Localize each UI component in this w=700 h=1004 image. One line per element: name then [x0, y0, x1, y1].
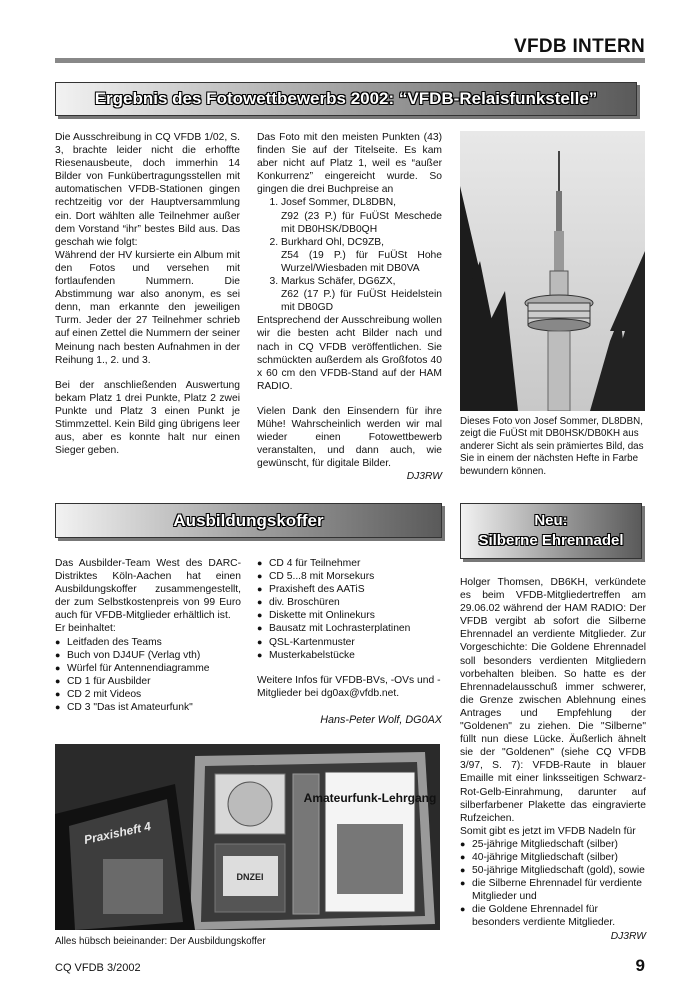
list-item: ● CD 4 für Teilnehmer: [269, 557, 442, 570]
list-item: ● Würfel für Antennendiagramme: [67, 662, 241, 675]
article-title-ausbildungskoffer: Ausbildungskoffer: [55, 503, 442, 538]
article1-column2: [257, 131, 442, 483]
paragraph: Das Ausbilder-Team West des DARC-Distriktes Köln-Aachen hat einen Ausbildungskoffer zusammengestellt, der zum Selbstkostenpreis von 99 Euro auch für VFDB-Mitglieder erhältlich ist.: [55, 558, 241, 622]
training-case-photo: [55, 744, 440, 930]
tower-photo-caption: Dieses Foto von Josef Sommer, DL8DBN, zeigt die FuÜSt mit DB0HSK/DB0KH aus anderer Sicht als sein prämiertes Bild, das Sie in einem der nächsten Hefte in Farbe bewundern können.: [460, 416, 644, 477]
list-item: ● Bausatz mit Lochrasterplatinen: [269, 622, 442, 635]
list-item: ● 40-jährige Mitgliedschaft (silber): [472, 851, 646, 864]
list-item: ● CD 3 "Das ist Amateurfunk": [67, 701, 241, 714]
author: Hans-Peter Wolf, DG0AX: [320, 713, 442, 726]
list-item: ● Buch von DJ4UF (Verlag vth): [67, 649, 241, 662]
paragraph: Die Ausschreibung in CQ VFDB 1/02, S. 3, brachte leider nicht die erhoffte Riesenausbeute, doch immerhin 14 Bilder von Funkübertragungsstellen mit automatischen VFDB-Stationen gingen rechtzeitig vor der Hauptversammlung ein. Dort wählten alle Teilnehmer außer dem Vorstand “ihr” bestes Bild aus. Das geschah wie folgt:: [55, 132, 240, 248]
article1-column1: [55, 131, 240, 457]
paragraph: Vielen Dank den Einsendern für ihre Mühe! Wahrscheinlich werden wir mal wieder einen Fotowettbewerb veranstalten, und dann auch, wie gewünscht, für digitale Bilder.: [257, 405, 442, 470]
article2-column2: [257, 557, 442, 727]
list-item: ● die Goldene Ehrennadel für besonders verdiente Mitglieder.: [472, 903, 646, 929]
list-item: ● CD 5...8 mit Morsekurs: [269, 570, 442, 583]
tower-photo: [460, 131, 645, 411]
pin-list: [460, 838, 646, 930]
title-line: Silberne Ehrennadel: [478, 532, 624, 549]
title-line: Neu:: [534, 512, 568, 529]
paragraph: Bei der anschließenden Auswertung bekam Platz 1 drei Punkte, Platz 2 zwei Punkte und Platz 3 einen Punkt je Stimmzettel. Kein Bild ging übrigens leer aus, aber es konnte halt nur einen Sieger geben.: [55, 379, 240, 457]
section-title: VFDB INTERN: [513, 36, 645, 57]
prize-list: [257, 196, 442, 314]
list-item: ● div. Broschüren: [269, 596, 442, 609]
book-title: Praxisheft 4: [82, 819, 153, 847]
list-item: 3. Markus Schäfer, DG6ZX, Z62 (17 P.) für FuÜSt Heidelstein mit DB0GD: [281, 275, 442, 314]
header-rule: [55, 58, 645, 63]
list-item: ● CD 2 mit Videos: [67, 688, 241, 701]
list-item: ● die Silberne Ehrennadel für verdiente Mitglieder und: [472, 877, 646, 903]
contents-list: [257, 557, 442, 662]
list-intro: Er beinhaltet:: [55, 623, 116, 635]
list-intro: Somit gibt es jetzt im VFDB Nadeln für: [460, 825, 636, 837]
list-item: ● 25-jährige Mitgliedschaft (silber): [472, 838, 646, 851]
article2-column1: [55, 557, 241, 714]
contents-list: [55, 636, 241, 715]
list-item: ● 50-jährige Mitgliedschaft (gold), sowie: [472, 864, 646, 877]
list-item: ● Musterkabelstücke: [269, 649, 442, 662]
list-item: 2. Burkhard Ohl, DC9ZB, Z54 (19 P.) für FuÜSt Hohe Wurzel/Wiesbaden mit DB0VA: [281, 236, 442, 275]
list-item: ● Leitfaden des Teams: [67, 636, 241, 649]
book-title: Amateurfunk-Lehrgang: [303, 791, 437, 805]
paragraph: Weitere Infos für VFDB-BVs, -OVs und -Mitglieder bei dg0ax@vfdb.net.: [257, 674, 441, 699]
list-item: ● Praxisheft des AATiS: [269, 583, 442, 596]
list-item: ● Diskette mit Onlinekurs: [269, 609, 442, 622]
paragraph: Entsprechend der Ausschreibung wollen wir die besten acht Bilder nach und nach in CQ VFDB veröffentlichen. Sie schmückten außerdem als Großfotos 40 x 60 cm den VFDB-Stand auf der HAM RADIO.: [257, 315, 442, 392]
list-item: ● QSL-Kartenmuster: [269, 636, 442, 649]
list-item: 1. Josef Sommer, DL8DBN, Z92 (23 P.) für FuÜSt Meschede mit DB0HSK/DB0QH: [281, 196, 442, 235]
training-case-caption: Alles hübsch beieinander: Der Ausbildungskoffer: [55, 936, 266, 947]
article-title-fotowettbewerb: Ergebnis des Fotowettbewerbs 2002: “VFDB-Relaisfunkstelle”: [55, 82, 637, 116]
signature: DJ3RW: [406, 471, 442, 483]
paragraph: Während der HV kursierte ein Album mit den Fotos und versehen mit fortlaufenden Nummern. Die Abstimmung war also anonym, es sei denn, man erkannte den jeweiligen Turm. Jeder der 27 Teilnehmer schrieb auf einen Zettel die Nummern der seiner Meinung nach besten Aufnahmen in der Reihung 1., 2. und 3.: [55, 249, 240, 366]
signature: DJ3RW: [610, 930, 646, 942]
paragraph: Das Foto mit den meisten Punkten (43) finden Sie auf der Titelseite. Es kam aber nicht auf Platz 1, weil es “außer Konkurrenz” eingereicht wurde. So gingen die drei Buchpreise an: [257, 132, 442, 196]
article3-body: [460, 576, 646, 943]
issue-label: CQ VFDB 3/2002: [55, 962, 141, 974]
article-title-ehrennadel: [460, 503, 642, 559]
paragraph: Holger Thomsen, DB6KH, verkündete es beim VFDB-Mitgliedertreffen am 29.06.02 während der HAM RADIO: Der VFDB vergibt ab sofort die Silberne Ehrennadel an verdiente Mitglieder. Zur Vorgeschichte: Die Goldene Ehrennadel soll besonders verdienten Mitgliedern vorbehalten bleiben. So hatte es der Ehrennadelausschuß immer schwerer, die Grenze zwischen Ablehnung eines Antrages und Empfehlung der "Goldenen" zu ziehen. Die "Silberne" füllt nun diese Lücke. Äußerlich ähnelt sie der "Goldenen" (siehe CQ VFDB 3/97, S. 7): VFDB-Raute in blauer Emaille mit einer linksseitigen Schwarz-Rot-Gelb-Einrahmung, darunter auf silberfarbener Plakette das eingravierte Rufzeichen.: [460, 577, 646, 824]
page-number: 9: [635, 956, 645, 975]
list-item: ● CD 1 für Ausbilder: [67, 675, 241, 688]
box-label: DNZEI: [236, 872, 264, 882]
